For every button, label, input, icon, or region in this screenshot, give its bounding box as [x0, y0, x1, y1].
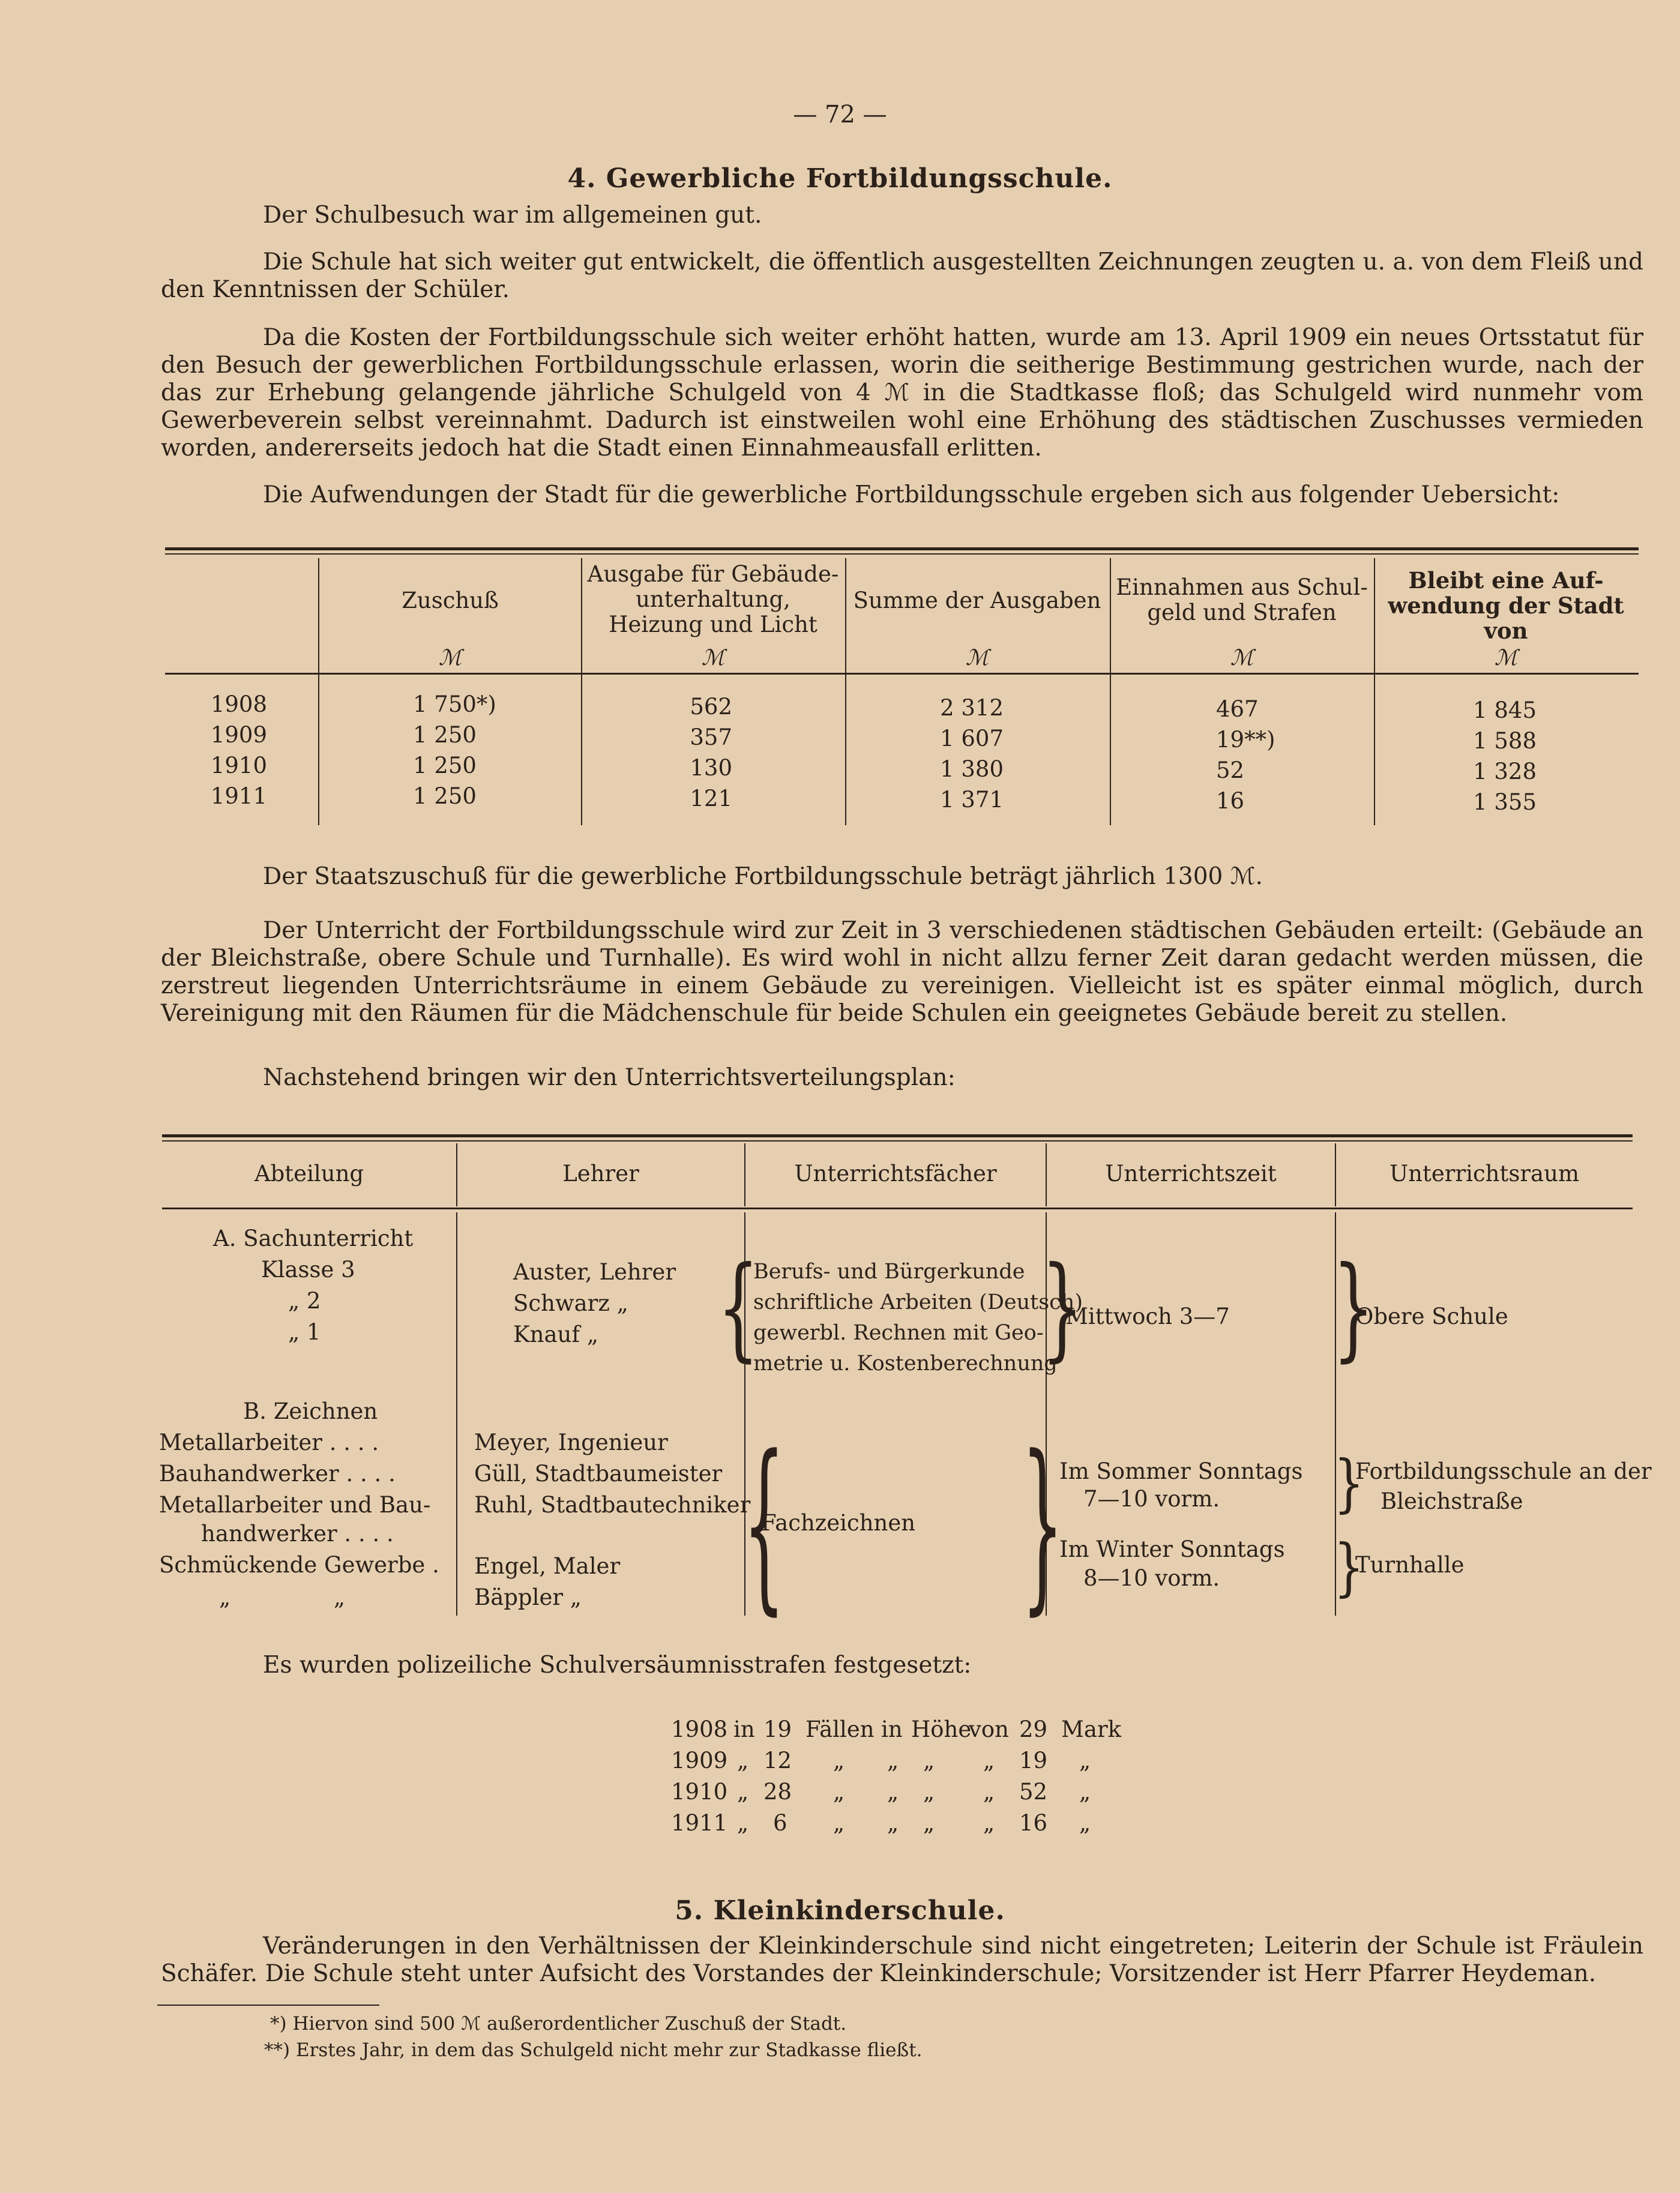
header-summe: Summe der Ausgaben — [853, 588, 1101, 613]
table-rule — [162, 1140, 1633, 1142]
paragraph: Der Staatszuschuß für die gewerbliche Fortbildungsschule beträgt jährlich 1300 ℳ. — [263, 863, 1263, 890]
teacher-name: Meyer, Ingenieur — [474, 1430, 668, 1455]
header-raum: Unterrichtsraum — [1389, 1161, 1580, 1187]
ausgabe-cell: 357 — [690, 724, 732, 750]
paragraph: Da die Kosten der Fortbildungsschule sich weiter erhöht hatten, wurde am 13. April 1909 ein neues Ortsstatut für den Besuch der gewerblichen Fortbildungsschule erlassen, worin die seitherige Bestimmung gestrichen wurde, nach der das zur Erhebung gelangende jährliche Schulgeld von 4 ℳ in die Stadtkasse floß; das Schulgeld wird nunmehr vom Gewerbeverein selbst vereinnahmt. Dadurch ist einstweilen wohl eine Erhöhung des städtischen Zuschusses vermieden worden, andererseits jedoch hat die Stadt einen Einnahmeausfall erlitten. — [161, 324, 1643, 462]
zuschuss-cell: 1 250 — [413, 722, 477, 748]
dept-row: handwerker . . . . — [201, 1521, 394, 1547]
ausgabe-cell: 562 — [690, 694, 732, 720]
dept-row: Metallarbeiter . . . . — [159, 1430, 379, 1455]
lesson-time: 8—10 vorm. — [1083, 1565, 1220, 1591]
teacher-name: Güll, Stadtbaumeister — [474, 1461, 723, 1487]
section-b-title: B. Zeichnen — [243, 1398, 378, 1424]
header-zuschuss: Zuschuß — [402, 588, 499, 613]
einnahmen-cell: 16 — [1216, 788, 1245, 814]
class-label: „ 1 — [288, 1319, 321, 1345]
header-faecher: Unterrichtsfächer — [794, 1161, 997, 1187]
einnahmen-cell: 467 — [1216, 696, 1259, 722]
einnahmen-cell: 19**) — [1216, 727, 1275, 753]
column-divider — [1110, 558, 1111, 825]
section-a-title: A. Sachunterricht — [213, 1226, 414, 1251]
year-cell: 1908 — [210, 691, 267, 717]
brace-icon: } — [1334, 1530, 1364, 1604]
zuschuss-cell: 1 750*) — [413, 691, 496, 717]
unit-mark: ℳ — [1494, 646, 1518, 670]
page: — 72 — 4. Gewerbliche Fortbildungsschule. Der Schulbesuch war im allgemeinen gut. Die Schule hat sich weiter gut entwickelt, die öffentlich ausgestellten Zeichnungen zeugten u. a. von dem Fleiß und den Kenntnissen der Schüler. Da die Kosten der Fortbildungsschule sich weiter erhöht hatten, wurde am 13. April 1909 ein neues Ortsstatut für den Besuch der gewerblichen Fortbildungsschule erlassen, worin die seitherige Bestimmung gestrichen wurde, nach der das zur Erhebung gelangende jährliche Schulgeld von 4 ℳ in die Stadtkasse floß; das Schulgeld wird nunmehr vom Gewerbeverein selbst vereinnahmt. Dadurch ist einstweilen wohl eine Erhöhung des städtischen Zuschusses vermieden worden, andererseits jedoch hat die Stadt einen Einnahmeausfall erlitten. Die Aufwendungen der Stadt für die gewerbliche Fortbildungsschule ergeben sich aus folgender Uebersicht: Zuschuß Ausgabe für Gebäude-unterhaltung, Heizung und Licht Summe der Ausgaben Einnahmen aus Schul-geld und Strafen Bleibt eine Auf-wendung der Stadt von ℳ ℳ ℳ ℳ ℳ 1908 1909 1910 1911 1 750*) 1 250 1 250 1 250 562 357 130 121 2 312 1 607 1 380 1 371 467 19**) 52 16 1 845 1 588 1 328 1 355 Der Staatszuschuß für die gewerbliche Fortbildungsschule beträgt jährlich 1300 ℳ. Der Unterricht der Fortbildungsschule wird zur Zeit in 3 verschiedenen städtischen Gebäuden erteilt: (Gebäude an der Bleichstraße, obere Schule und Turnhalle). Es wird wohl in nicht allzu ferner Zeit daran gedacht werden müssen, die zerstreut liegenden Unterrichtsräume in einem Gebäude zu vereinigen. Vielleicht ist es später einmal möglich, durch Vereinigung mit den Räumen für die Mädchenschule für beide Schulen ein geeignetes Gebäude bereit zu stellen. Nachstehend bringen wir den Unterrichtsverteilungsplan: Abteilung Lehrer Unterrichtsfächer Unterrichtszeit Unterrichtsraum A. Sachunterricht Klasse 3 „ 2 „ 1 Auster, Lehrer Schwarz „ Knauf „ { Berufs- und Bürgerkunde schriftliche Arbeiten (Deutsch) gewerbl. Rechnen mit Geo- metrie u. Kostenberechnung } Mittwoch 3—7 } Obere Schule B. Zeichnen Metallarbeiter . . . . Bauhandwerker . . . . Metallarbeiter und Bau- handwerker . . . . Schmückende Gewerbe . „ „ Meyer, Ingenieur Güll, Stadtbaumeister Ruhl, Stadtbautechniker Engel, Maler Bäppler „ { Fachzeichnen } Im Sommer Sonntags 7—10 vorm. Im Winter Sonntags 8—10 vorm. } Fortbildungsschule an der Bleichstraße } Turnhalle Es wurden polizeiliche Schulversäumnisstrafen festgesetzt: 1908 in 19 Fällen in Höhe von 29 Mark 1909 „ 12 „ „ „ „ 19 „ 1910 „ 28 „ „ „ „ 52 „ 1911 „ 6 „ „ „ „ 16 „ 5. Kleinkinderschule. Veränderungen in den Verhältnissen der Kleinkinderschule sind nicht eingetreten; Leiterin der Schule ist Fräulein Schäfer. Die Schule steht unter Aufsicht des Vorstandes der Kleinkinderschule; Vorsitzender ist Herr Pfarrer Heydeman. *) Hiervon sind 500 ℳ außerordentlicher Zuschuß der Stadt. **) Erstes Jahr, in dem das Schulgeld nicht mehr zur Stadkasse fließt. — [0, 0, 1680, 2193]
lesson-time: Mittwoch 3—7 — [1065, 1304, 1230, 1329]
column-divider — [456, 1212, 457, 1616]
section-4-heading: 4. Gewerbliche Fortbildungsschule. — [567, 163, 1113, 194]
subject: metrie u. Kostenberechnung — [753, 1352, 1058, 1376]
brace-icon: { — [743, 1416, 785, 1632]
dept-row: Metallarbeiter und Bau- — [159, 1492, 431, 1518]
class-label: „ 2 — [288, 1288, 321, 1314]
brace-icon: } — [1022, 1416, 1064, 1632]
teacher-name: Bäppler „ — [474, 1584, 582, 1610]
table-rule — [165, 547, 1639, 550]
dept-row: „ „ — [219, 1584, 346, 1610]
column-divider — [845, 558, 846, 825]
subject: gewerbl. Rechnen mit Geo- — [753, 1321, 1044, 1345]
dept-row: Bauhandwerker . . . . — [159, 1461, 396, 1487]
subject: schriftliche Arbeiten (Deutsch) — [753, 1290, 1083, 1314]
header-abteilung: Abteilung — [254, 1161, 364, 1187]
teacher-name: Engel, Maler — [474, 1553, 621, 1579]
subject: Berufs- und Bürgerkunde — [753, 1260, 1025, 1284]
zuschuss-cell: 1 250 — [413, 783, 477, 809]
summe-cell: 2 312 — [940, 695, 1004, 721]
teacher-name: Ruhl, Stadtbautechniker — [474, 1492, 751, 1518]
subject: Fachzeichnen — [761, 1510, 916, 1536]
bleibt-cell: 1 355 — [1473, 789, 1537, 815]
header-ausgabe: Ausgabe für Gebäude-unterhaltung, Heizung und Licht — [587, 561, 839, 637]
teacher-name: Schwarz „ — [513, 1290, 628, 1316]
lesson-time: Im Winter Sonntags — [1059, 1536, 1285, 1562]
paragraph: Die Schule hat sich weiter gut entwickelt, die öffentlich ausgestellten Zeichnungen zeugten u. a. von dem Fleiß und den Kenntnissen der Schüler. — [161, 248, 1643, 303]
brace-icon: { — [717, 1242, 759, 1373]
dept-row: Schmückende Gewerbe . — [159, 1552, 439, 1578]
bleibt-cell: 1 845 — [1473, 697, 1537, 723]
unit-mark: ℳ — [701, 646, 725, 670]
brace-icon: } — [1332, 1242, 1374, 1373]
header-lehrer: Lehrer — [562, 1161, 639, 1187]
room: Bleichstraße — [1380, 1488, 1523, 1514]
summe-cell: 1 380 — [940, 756, 1004, 782]
paragraph: Der Schulbesuch war im allgemeinen gut. — [263, 202, 762, 229]
header-einnahmen: Einnahmen aus Schul-geld und Strafen — [1116, 574, 1368, 625]
paragraph: Die Aufwendungen der Stadt für die gewerbliche Fortbildungsschule ergeben sich aus folgender Uebersicht: — [263, 481, 1560, 508]
einnahmen-cell: 52 — [1216, 757, 1245, 783]
teacher-name: Auster, Lehrer — [513, 1259, 676, 1285]
header-zeit: Unterrichtszeit — [1105, 1161, 1277, 1187]
unit-mark: ℳ — [965, 646, 989, 670]
brace-icon: } — [1334, 1446, 1364, 1520]
lesson-time: Im Sommer Sonntags — [1059, 1458, 1303, 1484]
page-number: — 72 — — [793, 101, 887, 128]
room: Obere Schule — [1355, 1304, 1508, 1329]
column-divider — [1374, 558, 1375, 825]
ausgabe-cell: 130 — [690, 755, 732, 781]
table-rule — [162, 1134, 1633, 1137]
summe-cell: 1 371 — [940, 787, 1004, 813]
unit-mark: ℳ — [1230, 646, 1254, 670]
paragraph: Veränderungen in den Verhältnissen der Kleinkinderschule sind nicht eingetreten; Leiterin der Schule ist Fräulein Schäfer. Die Schule steht unter Aufsicht des Vorstandes der Kleinkinderschule; Vorsitzender ist Herr Pfarrer Heydeman. — [161, 1933, 1643, 1987]
footnote: *) Hiervon sind 500 ℳ außerordentlicher Zuschuß der Stadt. — [270, 2013, 847, 2035]
table-rule — [165, 673, 1639, 675]
year-cell: 1911 — [210, 783, 267, 809]
footnote: **) Erstes Jahr, in dem das Schulgeld nicht mehr zur Stadkasse fließt. — [264, 2039, 923, 2061]
paragraph: Nachstehend bringen wir den Unterrichtsverteilungsplan: — [263, 1064, 956, 1091]
zuschuss-cell: 1 250 — [413, 753, 477, 778]
room: Turnhalle — [1355, 1552, 1465, 1578]
year-cell: 1910 — [210, 753, 267, 778]
header-bleibt: Bleibt eine Auf-wendung der Stadt von — [1388, 567, 1624, 644]
column-divider — [318, 558, 319, 825]
table-rule — [162, 1208, 1633, 1209]
paragraph: Der Unterricht der Fortbildungsschule wird zur Zeit in 3 verschiedenen städtischen Gebäuden erteilt: (Gebäude an der Bleichstraße, obere Schule und Turnhalle). Es wird wohl in nicht allzu ferner Zeit daran gedacht werden müssen, die zerstreut liegenden Unterrichtsräume in einem Gebäude zu vereinigen. Vielleicht ist es später einmal möglich, durch Vereinigung mit den Räumen für die Mädchenschule für beide Schulen ein geeignetes Gebäude bereit zu stellen. — [161, 917, 1643, 1027]
teacher-name: Knauf „ — [513, 1322, 598, 1347]
footnote-rule — [157, 2005, 379, 2006]
summe-cell: 1 607 — [940, 726, 1004, 751]
column-divider — [581, 558, 582, 825]
bleibt-cell: 1 328 — [1473, 759, 1537, 784]
class-label: Klasse 3 — [261, 1257, 355, 1283]
paragraph: Es wurden polizeiliche Schulversäumnisstrafen festgesetzt: — [263, 1652, 972, 1679]
section-5-heading: 5. Kleinkinderschule. — [675, 1895, 1005, 1926]
room: Fortbildungsschule an der — [1355, 1458, 1652, 1484]
year-cell: 1909 — [210, 722, 267, 748]
lesson-time: 7—10 vorm. — [1083, 1486, 1220, 1512]
unit-mark: ℳ — [438, 646, 462, 670]
bleibt-cell: 1 588 — [1473, 728, 1537, 754]
ausgabe-cell: 121 — [690, 786, 732, 811]
table-rule — [165, 553, 1639, 555]
brace-icon: } — [1041, 1242, 1083, 1373]
